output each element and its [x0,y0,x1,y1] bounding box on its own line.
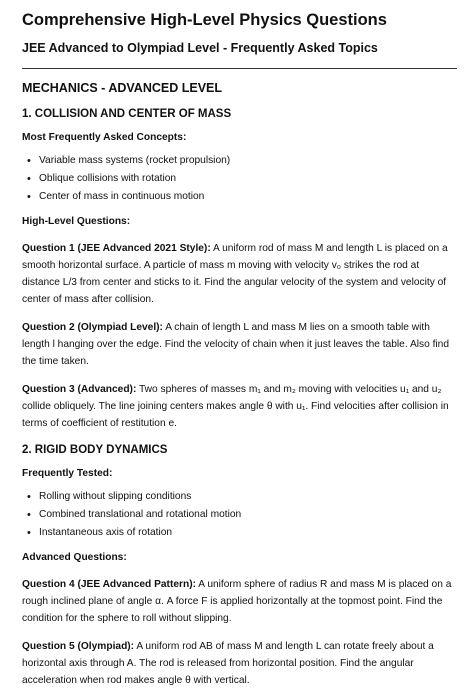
concepts-label: Most Frequently Asked Concepts: [22,132,187,143]
list-item: • Center of mass in continuous motion [39,188,474,206]
question-label: Question 4 (JEE Advanced Pattern): [22,579,196,590]
questions-label: High-Level Questions: [22,216,131,227]
question-label: Question 3 (Advanced): [22,384,137,395]
question-label: Question 2 (Olympiad Level): [22,322,163,333]
list-item: • Combined translational and rotational motion [39,506,474,524]
questions-label: Advanced Questions: [22,552,127,563]
question-1 [22,240,457,308]
list-item: • Instantaneous axis of rotation [39,524,474,542]
concepts-label: Frequently Tested: [22,468,113,479]
list-item: • Oblique collisions with rotation [39,170,474,188]
section-heading-mechanics: MECHANICS - ADVANCED LEVEL [22,81,223,95]
concepts-list [22,152,474,206]
list-item: • Rolling without slipping conditions [39,488,474,506]
title-divider [22,68,457,69]
document-title: Comprehensive High-Level Physics Questions [22,11,387,29]
question-5 [22,638,457,689]
list-item: • Variable mass systems (rocket propulsion) [39,152,474,170]
document-subtitle: JEE Advanced to Olympiad Level - Frequently Asked Topics [22,41,378,55]
question-text: A uniform rod AB of mass M and length L can rotate freely about a horizontal axis through A. The rod is released from horizontal position. Find the angular acceleration when rod makes angle θ with vertical. [22,641,434,686]
question-2 [22,319,457,370]
question-text: A uniform sphere of radius R and mass M is placed on a rough inclined plane of angle α. A force F is applied horizontally at the topmost point. Find the condition for the sphere to roll without slipping. [22,579,452,624]
question-text: Two spheres of masses m₁ and m₂ moving with velocities u₁ and u₂ collide obliquely. The line joining centers makes angle θ with u₁. Find velocities after collision in terms of coefficient of restitution e. [22,384,449,429]
topic-heading-rigid-body: 2. RIGID BODY DYNAMICS [22,444,168,456]
question-text: A uniform rod of mass M and length L is placed on a smooth horizontal surface. A particle of mass m moving with velocity v₀ strikes the rod at distance L/3 from center and sticks to it. Find the angular velocity of the system and velocity of center of mass after collision. [22,243,448,305]
question-label: Question 5 (Olympiad): [22,641,135,652]
concepts-list [22,488,474,542]
topic-heading-collision: 1. COLLISION AND CENTER OF MASS [22,108,232,120]
question-3 [22,381,457,432]
question-4 [22,576,457,627]
question-label: Question 1 (JEE Advanced 2021 Style): [22,243,211,254]
question-text: A chain of length L and mass M lies on a smooth table with length l hanging over the edge. Find the velocity of chain when it just leaves the table. Also find the time taken. [22,322,450,367]
